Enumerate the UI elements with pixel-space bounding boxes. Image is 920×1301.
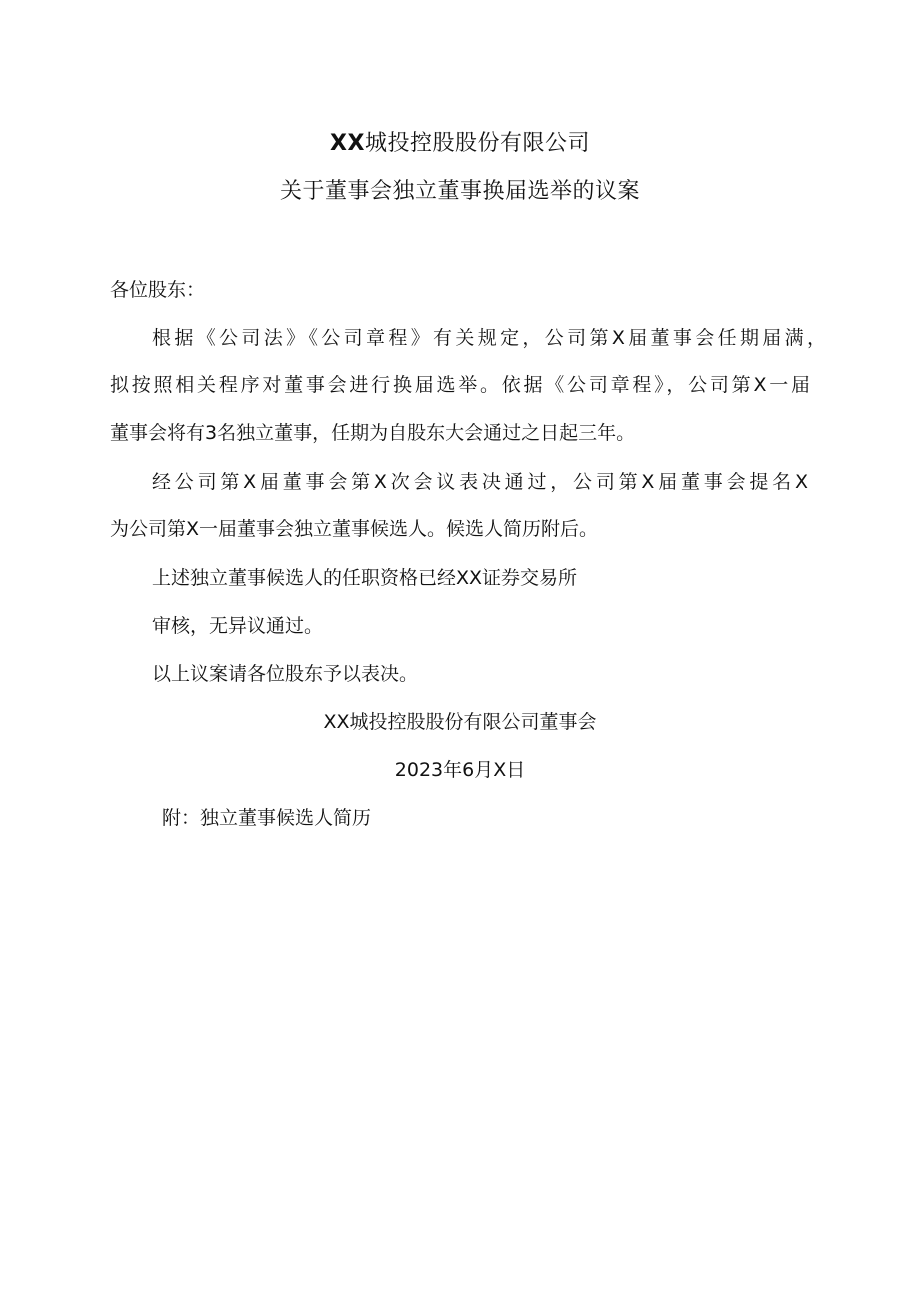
paragraph-1-line-3: 董事会将有3名独立董事，任期为自股东大会通过之日起三年。 bbox=[110, 422, 636, 444]
document-title-subject: 关于董事会独立董事换届选举的议案 bbox=[279, 179, 640, 204]
paragraph-1-line-1: 根据《公司法》《公司章程》有关规定，公司第X届董事会任期届满， bbox=[152, 327, 826, 349]
document-title-company bbox=[0, 129, 920, 159]
attachment-note: 附：独立董事候选人简历 bbox=[162, 807, 372, 829]
signature: XX城投控股股份有限公司董事会 bbox=[323, 711, 597, 733]
salutation: 各位股东： bbox=[110, 279, 206, 301]
title-company-prefix: XX bbox=[330, 131, 365, 156]
paragraph-2-line-1: 经公司第X届董事会第X次会议表决通过，公司第X届董事会提名X bbox=[152, 471, 808, 493]
paragraph-4: 以上议案请各位股东予以表决。 bbox=[152, 663, 419, 685]
paragraph-2-line-2: 为公司第X一届董事会独立董事候选人。候选人简历附后。 bbox=[110, 518, 599, 540]
document-date: 2023年6月X日 bbox=[394, 759, 526, 781]
paragraph-1-line-2: 拟按照相关程序对董事会进行换届选举。依据《公司章程》，公司第X一届 bbox=[110, 374, 810, 396]
title-company-rest: 城投控股股份有限公司 bbox=[364, 131, 590, 156]
paragraph-3-line-2: 审核，无异议通过。 bbox=[152, 615, 324, 637]
paragraph-3-line-1: 上述独立董事候选人的任职资格已经XX证券交易所 bbox=[152, 567, 578, 589]
